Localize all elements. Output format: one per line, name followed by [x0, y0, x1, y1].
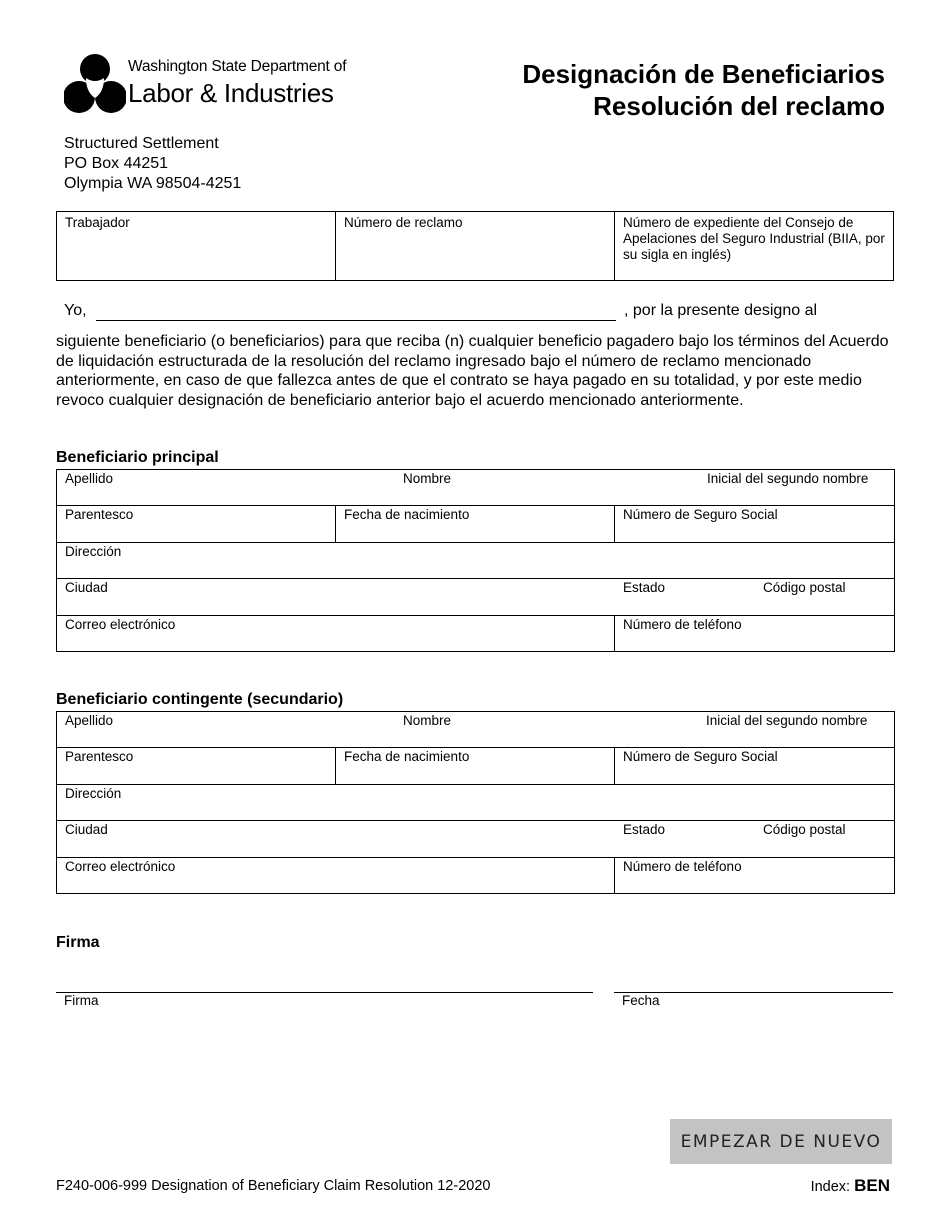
biia-label: Número de expediente del Consejo de Apelaciones del Seguro Industrial (BIIA, por su sigla en inglés) — [623, 215, 885, 262]
primary-relationship-input[interactable] — [63, 524, 333, 542]
primary-name-input[interactable] — [63, 488, 891, 506]
contingent-zip-input[interactable] — [761, 839, 891, 857]
contingent-city-label: Ciudad — [65, 822, 108, 837]
claim-info-box — [56, 211, 894, 281]
contingent-address-input[interactable] — [63, 803, 891, 821]
statement-prefix: Yo, — [64, 302, 87, 319]
biia-input[interactable] — [621, 266, 891, 280]
primary-city-label: Ciudad — [65, 580, 108, 595]
worker-input[interactable] — [63, 236, 333, 278]
contingent-phone-label: Número de teléfono — [623, 859, 742, 874]
contingent-city-input[interactable] — [63, 839, 611, 857]
contingent-relationship-input[interactable] — [63, 766, 333, 784]
contingent-name-input[interactable] — [63, 730, 891, 748]
date-label: Fecha — [622, 993, 660, 1008]
address-line3: Olympia WA 98504-4251 — [64, 175, 242, 192]
primary-state-label: Estado — [623, 580, 666, 595]
beneficiary-designator-input[interactable] — [96, 300, 618, 322]
primary-birth-date-label: Fecha de nacimiento — [344, 507, 470, 522]
primary-relationship-label: Parentesco — [65, 507, 134, 522]
contingent-address-label: Dirección — [65, 786, 122, 801]
primary-state-input[interactable] — [621, 597, 755, 615]
primary-ssn-label: Número de Seguro Social — [623, 507, 778, 522]
date-input[interactable] — [616, 968, 894, 992]
contingent-email-input[interactable] — [63, 876, 611, 894]
contingent-birth-date-input[interactable] — [342, 766, 612, 784]
primary-city-input[interactable] — [63, 597, 611, 615]
title-line2: Resolución del reclamo — [593, 91, 885, 121]
contingent-beneficiary-box — [56, 711, 895, 894]
contingent-zip-label: Código postal — [763, 822, 846, 837]
page-title — [522, 58, 885, 122]
primary-phone-input[interactable] — [621, 634, 891, 652]
primary-first-name-label: Nombre — [403, 471, 452, 486]
primary-email-input[interactable] — [63, 634, 611, 652]
contingent-first-name-label: Nombre — [403, 713, 452, 728]
primary-address-label: Dirección — [65, 544, 122, 559]
contingent-state-label: Estado — [623, 822, 666, 837]
signature-heading: Firma — [56, 934, 100, 951]
primary-ssn-input[interactable] — [621, 524, 891, 542]
contingent-relationship-label: Parentesco — [65, 749, 134, 764]
index-label: Index: — [810, 1179, 851, 1195]
primary-zip-label: Código postal — [763, 580, 846, 595]
start-over-button[interactable]: EMPEZAR DE NUEVO — [670, 1119, 892, 1164]
form-id-footer: F240-006-999 Designation of Beneficiary Claim Resolution 12-2020 — [56, 1178, 491, 1194]
primary-middle-initial-label: Inicial del segundo nombre — [707, 471, 869, 486]
contingent-last-name-label: Apellido — [65, 713, 114, 728]
signature-label: Firma — [64, 993, 99, 1008]
primary-last-name-label: Apellido — [65, 471, 114, 486]
form-index — [811, 1176, 890, 1196]
index-value: BEN — [854, 1176, 890, 1195]
primary-phone-label: Número de teléfono — [623, 617, 742, 632]
title-line1: Designación de Beneficiarios — [522, 59, 885, 89]
contingent-ssn-label: Número de Seguro Social — [623, 749, 778, 764]
primary-beneficiary-box — [56, 469, 895, 652]
lni-logo — [64, 54, 354, 118]
primary-email-label: Correo electrónico — [65, 617, 176, 632]
claim-number-label: Número de reclamo — [344, 215, 463, 230]
mailing-address — [64, 134, 241, 194]
contingent-middle-initial-label: Inicial del segundo nombre — [706, 713, 868, 728]
contingent-state-input[interactable] — [621, 839, 755, 857]
address-line1: Structured Settlement — [64, 135, 219, 152]
primary-zip-input[interactable] — [761, 597, 891, 615]
lni-logo-icon — [64, 54, 126, 118]
statement-suffix: , por la presente designo al — [624, 302, 818, 319]
contingent-ssn-input[interactable] — [621, 766, 891, 784]
claim-number-input[interactable] — [342, 236, 612, 278]
contingent-email-label: Correo electrónico — [65, 859, 176, 874]
primary-heading: Beneficiario principal — [56, 449, 219, 466]
signature-input[interactable] — [58, 968, 594, 992]
worker-label: Trabajador — [65, 215, 130, 230]
statement-body: siguiente beneficiario (o beneficiarios) para que reciba (n) cualquier beneficio pagadero bajo los términos del Acuerdo de liquidación estructurada de la resolución del reclamo ingresado bajo el número de reclamo mencionado anteriormente, en caso de que fallezca antes de que el contrato se haya pagado en su totalidad, y por este medio revoco cualquier designación de beneficiario anterior bajo el acuerdo mencionado anteriormente. — [56, 333, 889, 409]
primary-birth-date-input[interactable] — [342, 524, 612, 542]
logo-agency-text: Labor & Industries — [128, 78, 334, 108]
address-line2: PO Box 44251 — [64, 155, 169, 172]
contingent-heading: Beneficiario contingente (secundario) — [56, 691, 344, 708]
contingent-birth-date-label: Fecha de nacimiento — [344, 749, 470, 764]
contingent-phone-input[interactable] — [621, 876, 891, 894]
primary-address-input[interactable] — [63, 561, 891, 579]
logo-dept-text: Washington State Department of — [128, 58, 347, 75]
